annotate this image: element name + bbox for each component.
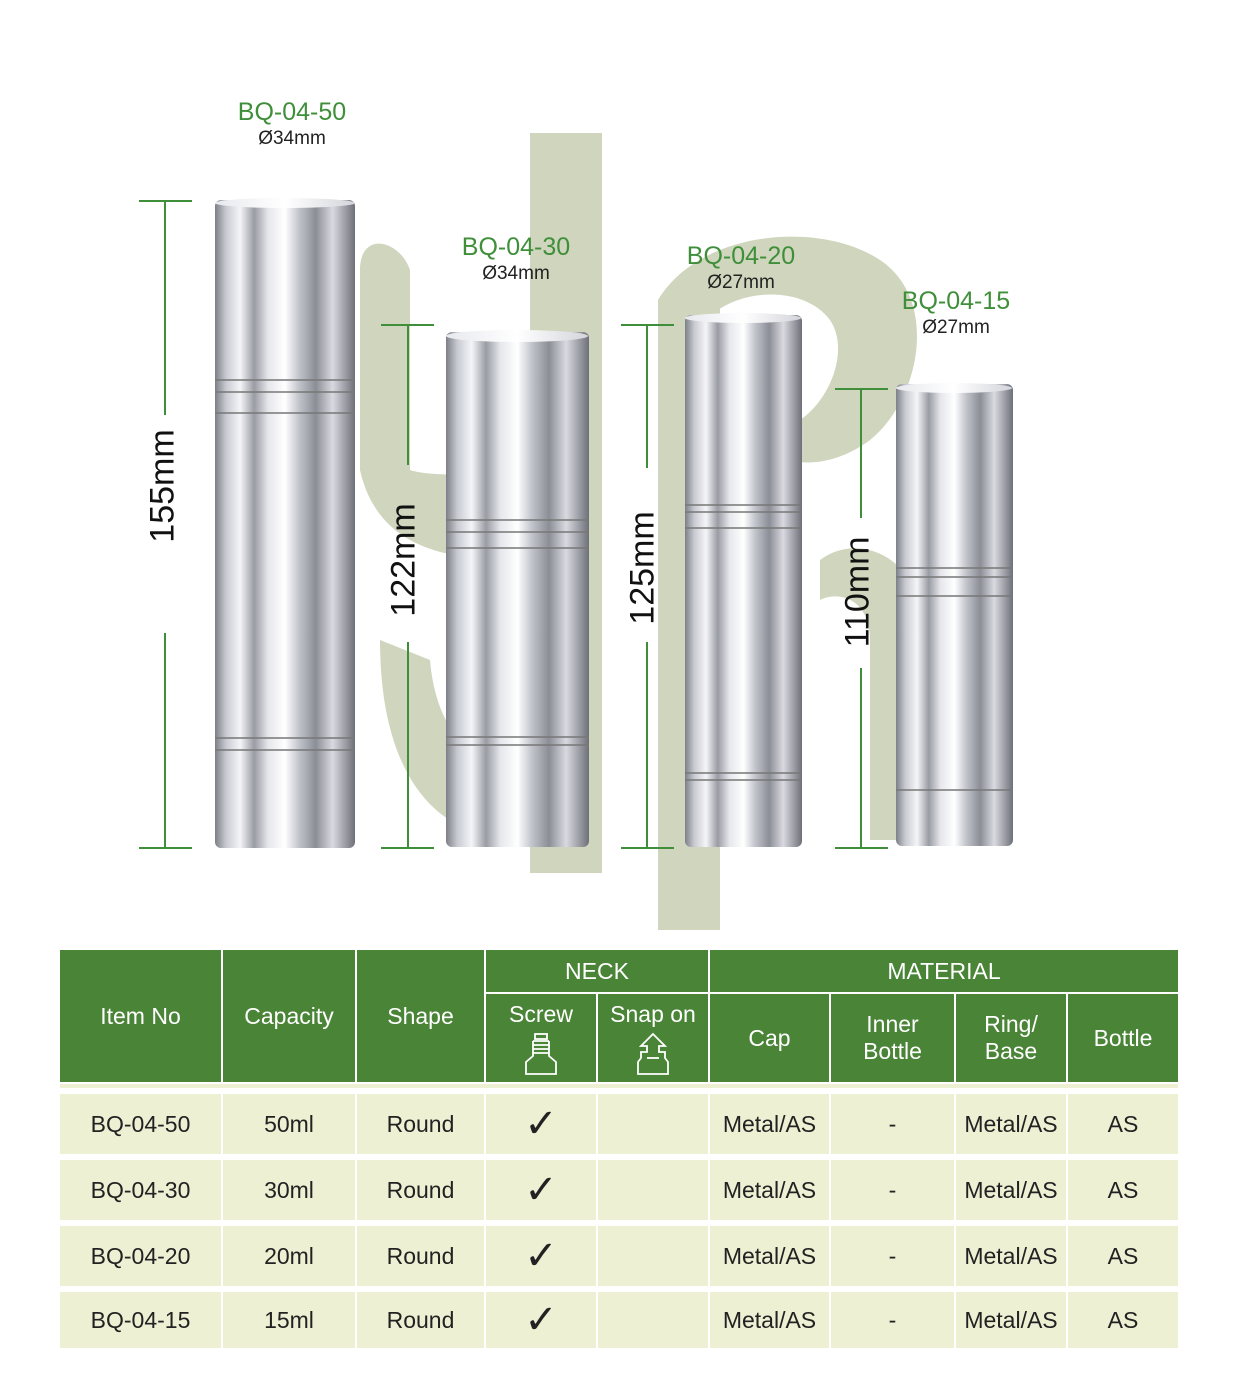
product-code: BQ-04-15 [901, 287, 1011, 315]
bottle-bq-04-30 [446, 330, 589, 847]
product-diameter: Ø34mm [258, 128, 326, 149]
screw-neck-icon [523, 1032, 559, 1076]
cell-capacity: 15ml [223, 1292, 357, 1354]
cell-bottle: AS [1068, 1226, 1178, 1292]
product-label [192, 97, 392, 151]
cell-inner-bottle: - [831, 1292, 956, 1354]
check-mark-icon: ✓ [524, 1234, 558, 1278]
header-snap-on [598, 994, 710, 1084]
cell-bottle: AS [1068, 1292, 1178, 1354]
product-label [416, 232, 616, 286]
header-screw [486, 994, 598, 1084]
check-mark-icon: ✓ [524, 1168, 558, 1212]
table-row [60, 1160, 1178, 1226]
cell-bottle: AS [1068, 1160, 1178, 1226]
product-label [856, 286, 1056, 340]
header-ring-base-line2: Base [984, 1038, 1038, 1064]
cell-cap: Metal/AS [710, 1292, 831, 1354]
cell-snap-on [598, 1292, 710, 1354]
table-row [60, 1226, 1178, 1292]
header-bottle: Bottle [1068, 994, 1178, 1084]
cell-ring-base: Metal/AS [956, 1226, 1068, 1292]
cell-inner-bottle: - [831, 1094, 956, 1160]
cell-bottle: AS [1068, 1094, 1178, 1160]
cell-cap: Metal/AS [710, 1160, 831, 1226]
bottle-bq-04-50 [215, 198, 355, 848]
cell-capacity: 30ml [223, 1160, 357, 1226]
cell-ring-base: Metal/AS [956, 1160, 1068, 1226]
cell-item: BQ-04-30 [60, 1160, 223, 1226]
cell-ring-base: Metal/AS [956, 1094, 1068, 1160]
cell-screw [486, 1226, 598, 1292]
check-mark-icon: ✓ [524, 1298, 558, 1342]
cell-item: BQ-04-20 [60, 1226, 223, 1292]
product-label [641, 241, 841, 295]
table-row [60, 1094, 1178, 1160]
cell-snap-on [598, 1094, 710, 1160]
cell-shape: Round [357, 1226, 486, 1292]
height-label: 110mm [838, 536, 877, 648]
cell-cap: Metal/AS [710, 1226, 831, 1292]
header-screw-label: Screw [509, 1000, 573, 1027]
cell-ring-base: Metal/AS [956, 1292, 1068, 1354]
header-snap-on-label: Snap on [610, 1000, 696, 1027]
bottle-bq-04-20 [685, 313, 802, 847]
product-code: BQ-04-50 [237, 98, 347, 126]
product-diameter: Ø27mm [922, 317, 990, 338]
cell-shape: Round [357, 1160, 486, 1226]
product-diameter: Ø27mm [707, 272, 775, 293]
cell-snap-on [598, 1160, 710, 1226]
header-item-no: Item No [60, 950, 223, 1084]
height-label: 122mm [384, 503, 423, 617]
product-code: BQ-04-30 [461, 233, 571, 261]
header-inner-bottle-line2: Bottle [863, 1038, 922, 1064]
snap-on-neck-icon [635, 1032, 671, 1076]
cell-item: BQ-04-15 [60, 1292, 223, 1354]
product-code: BQ-04-20 [686, 242, 796, 270]
cell-capacity: 20ml [223, 1226, 357, 1292]
height-label: 155mm [143, 429, 182, 543]
check-mark-icon: ✓ [524, 1102, 558, 1146]
cell-shape: Round [357, 1292, 486, 1354]
header-inner-bottle [831, 994, 956, 1084]
cell-screw [486, 1094, 598, 1160]
cell-cap: Metal/AS [710, 1094, 831, 1160]
header-capacity: Capacity [223, 950, 357, 1084]
table-row [60, 1292, 1178, 1354]
header-shape: Shape [357, 950, 486, 1084]
header-neck: NECK [486, 950, 710, 994]
cell-screw [486, 1292, 598, 1354]
bottle-bq-04-15 [896, 383, 1013, 846]
header-inner-bottle-line1: Inner [866, 1011, 919, 1037]
header-cap: Cap [710, 994, 831, 1084]
height-label: 125mm [623, 511, 662, 625]
header-ring-base [956, 994, 1068, 1084]
cell-capacity: 50ml [223, 1094, 357, 1160]
product-diameter: Ø34mm [482, 263, 550, 284]
header-ring-base-line1: Ring/ [984, 1011, 1038, 1037]
spec-table [60, 950, 1178, 1354]
cell-screw [486, 1160, 598, 1226]
cell-inner-bottle: - [831, 1226, 956, 1292]
cell-inner-bottle: - [831, 1160, 956, 1226]
header-material: MATERIAL [710, 950, 1178, 994]
cell-snap-on [598, 1226, 710, 1292]
cell-item: BQ-04-50 [60, 1094, 223, 1160]
cell-shape: Round [357, 1094, 486, 1160]
